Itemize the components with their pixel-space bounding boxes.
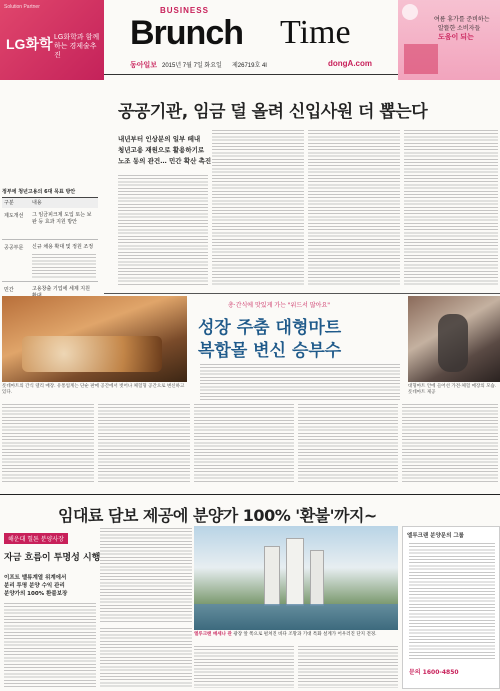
deck-line: 노조 동의 관건… 민간 확산 촉진 [118, 157, 212, 165]
ad-line3: 도움이 되는 [438, 34, 474, 41]
masthead-kicker: BUSINESS [160, 6, 209, 15]
issue-date: 2015년 7월 7일 화요일 [162, 63, 222, 69]
bottom-left-body [4, 603, 96, 689]
ad-line2: 알뜰한 소비자들 [438, 26, 481, 32]
sidebar-row-2 [2, 210, 98, 240]
issue-number: 제26719호 4I [232, 63, 267, 69]
ad-body [409, 543, 495, 661]
masthead-time: Time [280, 14, 351, 51]
lead-body-col4 [404, 130, 498, 287]
ad-header: 엘루크랜 분양문의 그룹 [407, 533, 464, 539]
banner-headline: 임대료 담보 제공에 분양가 100% '환불'까지~ [58, 506, 377, 525]
building-2 [286, 538, 304, 606]
sea-strip [194, 604, 398, 630]
feature-photo-right [408, 296, 500, 382]
sidebar-row-1 [2, 198, 98, 208]
feature-kicker: 총·간식에 맛있게 가는 "위드서 많아요" [228, 302, 330, 309]
travel-ad[interactable] [398, 0, 500, 80]
ad-phone: 문의 1600-4850 [409, 669, 459, 676]
feature-body-col1 [2, 404, 94, 484]
resort-photo [194, 526, 398, 630]
lead-body-col2 [212, 130, 304, 287]
ad-tagline: LG화학과 함께하는 경제술추진 [54, 34, 100, 59]
caption-text: 광장 앞 쪽으로 펼쳐진 바다 조망과 기대 특화 설계가 어우러진 단지 전경. [233, 632, 377, 637]
bottom-mid-body4 [298, 646, 398, 688]
sidebar-text: 신규 채용 확대 및 정원 조정 [32, 244, 94, 250]
bottom-mid-body1 [100, 528, 192, 624]
deck-line: 내년부터 인상분의 일부 떼내 [118, 135, 201, 143]
feature-headline-1: 성장 주춤 대형마트 [198, 318, 342, 338]
bottom-mid-body3 [194, 646, 294, 688]
sidebar-row-3 [2, 242, 98, 282]
bottom-lead [4, 574, 96, 598]
lead-line: 분양가의 100% 환불보장 [4, 591, 68, 597]
robot-figure [438, 314, 468, 372]
ad-line1: 여름 휴가를 준비하는 [434, 17, 490, 23]
sidebar-label: 민간 [4, 287, 14, 293]
sidebar-label: 공공부문 [4, 245, 24, 251]
banner-rule-top [0, 494, 500, 495]
sidebar-text: 고용창출 기업에 세제 지원 [32, 286, 90, 292]
deck-line: 청년고용 재원으로 활용하기로 [118, 146, 205, 154]
ad-emblem [402, 4, 418, 20]
feature-photo-left [2, 296, 187, 382]
sidebar-text: 내용 [32, 200, 42, 206]
caption-left: 롯데마트의 간식 델리 매장. 유통업계는 단순 판매 공간에서 벗어나 체험형 공간으로 변신하고 있다. [2, 384, 185, 395]
lead-line: 이프트 밸류계열 위계에서 [4, 575, 67, 581]
bottom-tag: 해운대 힐튼 분양사장 [4, 533, 68, 544]
sidebar-row-body [32, 254, 96, 278]
lead-deck [118, 134, 218, 167]
building-3 [310, 550, 324, 606]
feature-headline-2: 복합몰 변신 승부수 [198, 341, 342, 361]
photo-caption [194, 632, 398, 638]
section-rule [104, 293, 500, 294]
food-display [22, 336, 162, 372]
building-1 [264, 546, 280, 606]
paper-name: 동아일보 [130, 62, 158, 69]
lg-logo-text: LG화학 [6, 36, 53, 52]
bottom-mid-body2 [100, 628, 192, 688]
sidebar-label: 제도개선 [4, 213, 24, 219]
lead-headline: 공공기관, 임금 덜 올려 신입사원 더 뽑는다 [118, 102, 428, 122]
masthead-rule [104, 74, 398, 75]
feature-body-col3 [194, 404, 294, 484]
masthead-brunch: Brunch [130, 14, 243, 52]
lead-body-col1 [118, 175, 208, 287]
lead-body-col3 [308, 130, 400, 287]
lead-line: 분리 투명 분양 수익 관리 [4, 583, 65, 589]
feature-body-col2 [98, 404, 190, 484]
feature-body-col4 [298, 404, 398, 484]
caption-bold: 엘루크랜 메세나 관 [194, 632, 232, 637]
caption-right: 대형마트 안에 들어선 가전·체험 매장의 모습. 롯데마트 제공 [408, 384, 497, 395]
sidebar-title: 정부에 청년고용의 6대 목표 방안 [2, 188, 98, 198]
sidebar-text: 그 임금피크제 도입 또는 보완 등 효과 지원 방안 [32, 212, 92, 225]
sidebar-label: 구분 [4, 200, 14, 206]
lg-chem-ad[interactable] [0, 0, 104, 80]
feature-intro [200, 364, 400, 400]
developer-ad[interactable] [402, 526, 500, 689]
bottom-title: 자금 흐름이 투명성 시행 [4, 553, 101, 563]
ad-product-image [404, 44, 438, 74]
feature-body-col5 [402, 404, 498, 484]
ad-subline: Solution Partner [4, 4, 40, 10]
site-link[interactable]: dongA.com [328, 59, 372, 68]
